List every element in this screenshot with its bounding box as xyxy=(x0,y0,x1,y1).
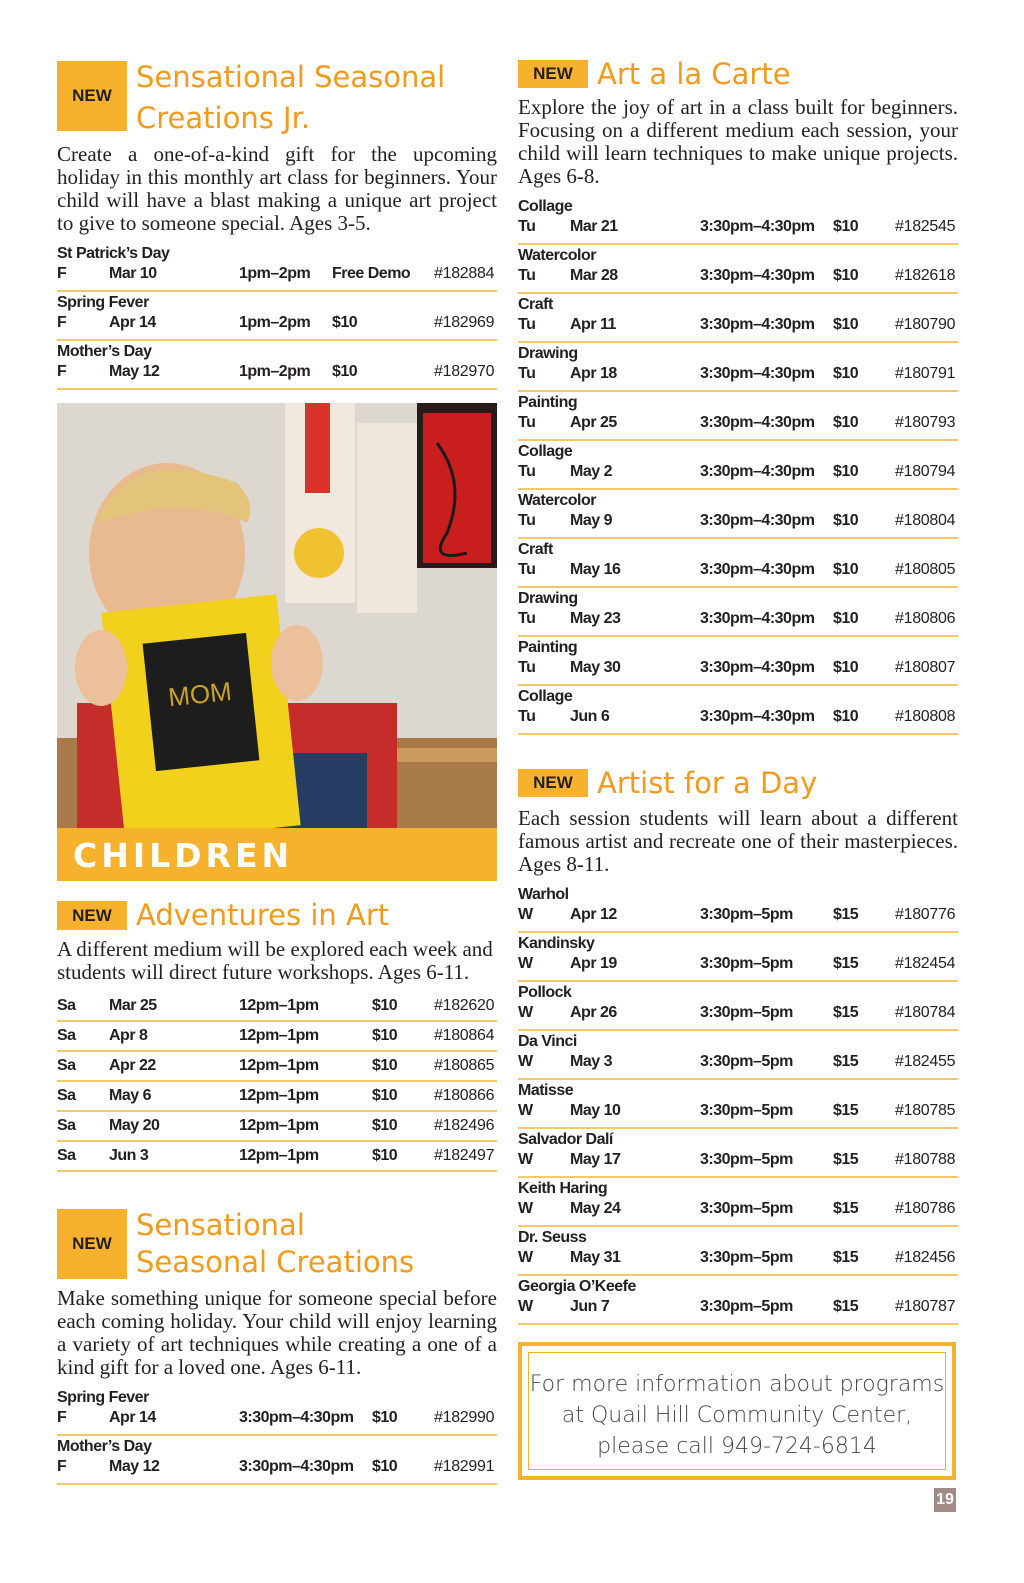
session-code: #182969 xyxy=(434,314,495,331)
session-time: 12pm–1pm xyxy=(239,1057,319,1074)
course-title-line-1: Sensational xyxy=(136,1208,305,1242)
schedule-row xyxy=(518,343,958,392)
session-day: W xyxy=(518,906,533,923)
more-info-line-2: at Quail Hill Community Center, xyxy=(561,1403,913,1428)
schedule-row xyxy=(518,392,958,441)
session-date: May 3 xyxy=(570,1053,612,1070)
section-sensational-seasonal xyxy=(57,1207,497,1485)
session-code: #180805 xyxy=(895,561,956,578)
schedule-row xyxy=(518,539,958,588)
session-price: $10 xyxy=(833,708,859,725)
session-date: May 31 xyxy=(570,1249,621,1266)
session-name: Keith Haring xyxy=(518,1180,608,1197)
schedule-table xyxy=(57,1387,497,1485)
session-name: St Patrick’s Day xyxy=(57,245,170,262)
schedule-row xyxy=(57,1436,497,1485)
session-date: May 9 xyxy=(570,512,612,529)
session-details xyxy=(518,1150,958,1172)
session-details xyxy=(518,511,958,533)
session-details xyxy=(518,609,958,631)
session-price: $10 xyxy=(372,1087,398,1104)
session-date: Mar 25 xyxy=(109,997,157,1014)
session-details xyxy=(518,1199,958,1221)
session-code: #182618 xyxy=(895,267,956,284)
session-name: Drawing xyxy=(518,345,578,362)
session-details xyxy=(57,313,497,335)
schedule-row xyxy=(518,1080,958,1129)
children-banner xyxy=(57,828,497,881)
session-code: #182990 xyxy=(434,1409,495,1426)
session-time: 3:30pm–5pm xyxy=(700,1298,793,1315)
session-name: Painting xyxy=(518,639,578,656)
more-info-text xyxy=(528,1352,946,1470)
session-details xyxy=(518,954,958,976)
course-header xyxy=(57,1207,497,1281)
session-details xyxy=(518,217,958,239)
session-time: 3:30pm–4:30pm xyxy=(700,561,815,578)
session-price: $10 xyxy=(833,463,859,480)
session-date: Apr 18 xyxy=(570,365,617,382)
session-name: Mother’s Day xyxy=(57,1438,152,1455)
session-details xyxy=(57,362,497,384)
session-code: #180776 xyxy=(895,906,956,923)
new-badge: NEW xyxy=(518,769,588,797)
artwork-card-text: MOM xyxy=(166,675,234,713)
session-name: Drawing xyxy=(518,590,578,607)
session-price: $10 xyxy=(372,1057,398,1074)
schedule-row xyxy=(518,588,958,637)
session-details xyxy=(518,1297,958,1319)
session-details xyxy=(518,462,958,484)
session-day: W xyxy=(518,1151,533,1168)
session-day: W xyxy=(518,1298,533,1315)
section-artist-for-a-day xyxy=(518,767,958,1325)
session-code: #180864 xyxy=(434,1027,495,1044)
session-day: Tu xyxy=(518,316,536,333)
session-time: 3:30pm–4:30pm xyxy=(700,512,815,529)
session-time: 3:30pm–4:30pm xyxy=(700,267,815,284)
children-banner-label: CHILDREN xyxy=(73,836,294,875)
session-price: $10 xyxy=(372,1458,398,1475)
session-day: W xyxy=(518,1053,533,1070)
session-date: Apr 22 xyxy=(109,1057,156,1074)
session-details xyxy=(518,315,958,337)
schedule-table xyxy=(518,196,958,735)
session-code: #182970 xyxy=(434,363,495,380)
session-date: Apr 11 xyxy=(570,316,616,333)
session-name: Spring Fever xyxy=(57,294,149,311)
course-title: Adventures in Art xyxy=(136,898,390,932)
schedule-table xyxy=(57,243,497,390)
session-name: Collage xyxy=(518,198,573,215)
session-details xyxy=(57,996,497,1018)
session-code: #180866 xyxy=(434,1087,495,1104)
more-info-box xyxy=(518,1342,956,1480)
session-time: 3:30pm–5pm xyxy=(700,1053,793,1070)
session-price: $10 xyxy=(332,314,358,331)
schedule-row xyxy=(518,196,958,245)
session-time: 3:30pm–5pm xyxy=(700,906,793,923)
course-title: Art a la Carte xyxy=(597,57,791,91)
session-name: Georgia O’Keefe xyxy=(518,1278,636,1295)
session-price: $10 xyxy=(833,218,859,235)
course-description: A different medium will be explored each week and students will direct future workshops. Ages 6-11. xyxy=(57,937,493,984)
session-code: #180807 xyxy=(895,659,956,676)
course-header xyxy=(518,58,958,90)
session-details xyxy=(518,1052,958,1074)
session-day: W xyxy=(518,1200,533,1217)
session-day: Sa xyxy=(57,1027,76,1044)
session-code: #180787 xyxy=(895,1298,956,1315)
schedule-row xyxy=(57,992,497,1022)
schedule-row xyxy=(57,1082,497,1112)
session-name: Dr. Seuss xyxy=(518,1229,587,1246)
session-time: 12pm–1pm xyxy=(239,1087,319,1104)
session-name: Spring Fever xyxy=(57,1389,149,1406)
session-price: $10 xyxy=(833,659,859,676)
session-day: Tu xyxy=(518,365,536,382)
session-details xyxy=(518,658,958,680)
schedule-row xyxy=(57,243,497,292)
session-price: $10 xyxy=(372,1409,398,1426)
session-day: F xyxy=(57,1458,67,1475)
course-header xyxy=(57,57,497,139)
session-details xyxy=(518,266,958,288)
schedule-row xyxy=(57,1052,497,1082)
session-date: Mar 21 xyxy=(570,218,618,235)
session-time: 12pm–1pm xyxy=(239,1117,319,1134)
session-details xyxy=(57,264,497,286)
course-description: Create a one-of-a-kind gift for the upcoming holiday in this monthly art class for beginners. Your child will have a blast making a unique art project to give to someone special. Ages 3-5. xyxy=(57,142,497,235)
session-code: #182545 xyxy=(895,218,956,235)
session-day: W xyxy=(518,1004,533,1021)
session-time: 12pm–1pm xyxy=(239,997,319,1014)
session-day: Tu xyxy=(518,218,536,235)
schedule-row xyxy=(518,490,958,539)
session-name: Mother’s Day xyxy=(57,343,152,360)
session-time: 3:30pm–4:30pm xyxy=(700,414,815,431)
session-code: #180784 xyxy=(895,1004,956,1021)
session-date: May 16 xyxy=(570,561,621,578)
session-day: Tu xyxy=(518,708,536,725)
session-price: $10 xyxy=(833,316,859,333)
session-code: #180794 xyxy=(895,463,956,480)
schedule-row xyxy=(518,1227,958,1276)
schedule-row xyxy=(518,982,958,1031)
session-details xyxy=(518,707,958,729)
schedule-row xyxy=(518,441,958,490)
course-title-line-1: Sensational Seasonal xyxy=(136,60,446,94)
new-badge: NEW xyxy=(518,60,588,88)
session-price: $15 xyxy=(833,1151,859,1168)
session-code: #182991 xyxy=(434,1458,495,1475)
session-date: May 10 xyxy=(570,1102,621,1119)
session-time: 3:30pm–4:30pm xyxy=(700,463,815,480)
schedule-row xyxy=(57,292,497,341)
session-code: #180790 xyxy=(895,316,956,333)
section-sensational-jr xyxy=(57,57,497,390)
session-name: Watercolor xyxy=(518,247,596,264)
session-time: 1pm–2pm xyxy=(239,265,311,282)
session-code: #180791 xyxy=(895,365,956,382)
course-header xyxy=(57,898,497,932)
session-code: #180806 xyxy=(895,610,956,627)
session-price: $10 xyxy=(833,365,859,382)
schedule-row xyxy=(518,245,958,294)
session-code: #182456 xyxy=(895,1249,956,1266)
session-date: Apr 14 xyxy=(109,1409,156,1426)
session-day: Tu xyxy=(518,512,536,529)
session-time: 3:30pm–4:30pm xyxy=(700,610,815,627)
session-name: Painting xyxy=(518,394,578,411)
session-date: May 20 xyxy=(109,1117,160,1134)
schedule-row xyxy=(518,686,958,735)
more-info-line-1: For more information about programs xyxy=(529,1372,945,1397)
session-date: May 6 xyxy=(109,1087,151,1104)
session-time: 3:30pm–5pm xyxy=(700,1004,793,1021)
session-price: $10 xyxy=(372,1117,398,1134)
session-name: Salvador Dalí xyxy=(518,1131,613,1148)
schedule-row xyxy=(57,1112,497,1142)
session-price: $15 xyxy=(833,1053,859,1070)
session-time: 3:30pm–5pm xyxy=(700,1102,793,1119)
session-details xyxy=(518,1248,958,1270)
course-title xyxy=(127,1207,414,1281)
schedule-row xyxy=(57,1022,497,1052)
session-date: May 24 xyxy=(570,1200,621,1217)
session-code: #182497 xyxy=(434,1147,495,1164)
schedule-row xyxy=(57,1142,497,1172)
session-price: $15 xyxy=(833,1102,859,1119)
session-day: W xyxy=(518,1249,533,1266)
session-name: Watercolor xyxy=(518,492,596,509)
session-time: 1pm–2pm xyxy=(239,314,311,331)
session-day: Tu xyxy=(518,267,536,284)
schedule-table xyxy=(518,884,958,1325)
session-price: $10 xyxy=(833,267,859,284)
schedule-row xyxy=(518,1178,958,1227)
session-date: May 2 xyxy=(570,463,612,480)
session-name: Craft xyxy=(518,296,553,313)
session-date: Jun 3 xyxy=(109,1147,149,1164)
session-name: Matisse xyxy=(518,1082,574,1099)
session-details xyxy=(57,1086,497,1108)
session-code: #180804 xyxy=(895,512,956,529)
session-name: Craft xyxy=(518,541,553,558)
session-code: #180865 xyxy=(434,1057,495,1074)
course-description: Each session students will learn about a different famous artist and recreate one of their masterpieces. Ages 8-11. xyxy=(518,806,958,876)
session-time: 1pm–2pm xyxy=(239,363,311,380)
session-date: Apr 12 xyxy=(570,906,617,923)
course-description: Make something unique for someone special before each coming holiday. Your child will enjoy learning a variety of art techniques while creating a one of a kind gift for a loved one. Ages 6-11. xyxy=(57,1286,497,1379)
schedule-row xyxy=(518,884,958,933)
session-details xyxy=(518,364,958,386)
session-price: $10 xyxy=(833,512,859,529)
session-day: Tu xyxy=(518,610,536,627)
session-name: Pollock xyxy=(518,984,572,1001)
section-art-a-la-carte xyxy=(518,58,958,735)
session-price: $10 xyxy=(372,1147,398,1164)
session-details xyxy=(518,1101,958,1123)
course-description: Explore the joy of art in a class built for beginners. Focusing on a different medium each session, your child will learn techniques to make unique projects. Ages 6-8. xyxy=(518,95,958,188)
session-details xyxy=(57,1056,497,1078)
schedule-row xyxy=(518,294,958,343)
session-date: Jun 7 xyxy=(570,1298,610,1315)
new-badge: NEW xyxy=(57,901,127,930)
session-day: Sa xyxy=(57,997,76,1014)
course-title: Artist for a Day xyxy=(597,766,818,800)
more-info-line-3: please call 949-724-6814 xyxy=(597,1434,877,1459)
session-day: Sa xyxy=(57,1057,76,1074)
session-code: #180786 xyxy=(895,1200,956,1217)
session-code: #180808 xyxy=(895,708,956,725)
session-code: #180785 xyxy=(895,1102,956,1119)
session-name: Warhol xyxy=(518,886,569,903)
session-date: May 12 xyxy=(109,363,160,380)
session-day: Sa xyxy=(57,1147,76,1164)
session-time: 3:30pm–4:30pm xyxy=(700,365,815,382)
session-code: #182455 xyxy=(895,1053,956,1070)
session-time: 3:30pm–4:30pm xyxy=(700,659,815,676)
session-time: 12pm–1pm xyxy=(239,1027,319,1044)
child-artwork-photo xyxy=(57,403,497,828)
session-price: Free Demo xyxy=(332,265,411,282)
new-badge: NEW xyxy=(57,61,127,131)
session-date: Apr 8 xyxy=(109,1027,148,1044)
session-price: $15 xyxy=(833,906,859,923)
session-date: May 23 xyxy=(570,610,621,627)
section-adventures-in-art xyxy=(57,898,497,1172)
session-date: Mar 10 xyxy=(109,265,157,282)
session-code: #182496 xyxy=(434,1117,495,1134)
session-name: Da Vinci xyxy=(518,1033,577,1050)
session-day: F xyxy=(57,265,67,282)
session-date: Mar 28 xyxy=(570,267,618,284)
session-code: #182884 xyxy=(434,265,495,282)
session-code: #180788 xyxy=(895,1151,956,1168)
session-day: Tu xyxy=(518,463,536,480)
session-date: Apr 26 xyxy=(570,1004,617,1021)
session-details xyxy=(57,1408,497,1430)
session-details xyxy=(518,413,958,435)
session-code: #182454 xyxy=(895,955,956,972)
new-badge: NEW xyxy=(57,1209,127,1279)
session-price: $15 xyxy=(833,955,859,972)
session-code: #180793 xyxy=(895,414,956,431)
course-title-line-2: Creations Jr. xyxy=(136,101,311,135)
session-price: $10 xyxy=(372,1027,398,1044)
session-time: 3:30pm–4:30pm xyxy=(700,708,815,725)
session-price: $10 xyxy=(332,363,358,380)
course-title-line-2: Seasonal Creations xyxy=(136,1245,415,1279)
schedule-table xyxy=(57,992,497,1172)
session-details xyxy=(518,560,958,582)
session-name: Kandinsky xyxy=(518,935,595,952)
session-time: 12pm–1pm xyxy=(239,1147,319,1164)
session-details xyxy=(57,1116,497,1138)
session-details xyxy=(518,1003,958,1025)
session-price: $10 xyxy=(372,997,398,1014)
session-time: 3:30pm–5pm xyxy=(700,1151,793,1168)
schedule-row xyxy=(518,1129,958,1178)
session-day: F xyxy=(57,1409,67,1426)
session-day: Sa xyxy=(57,1117,76,1134)
session-time: 3:30pm–5pm xyxy=(700,1249,793,1266)
schedule-row xyxy=(518,637,958,686)
session-time: 3:30pm–5pm xyxy=(700,1200,793,1217)
session-time: 3:30pm–4:30pm xyxy=(239,1458,354,1475)
session-price: $15 xyxy=(833,1298,859,1315)
session-details xyxy=(57,1457,497,1479)
session-date: May 30 xyxy=(570,659,621,676)
course-title xyxy=(127,57,445,139)
session-date: May 12 xyxy=(109,1458,160,1475)
session-day: Sa xyxy=(57,1087,76,1104)
schedule-row xyxy=(518,933,958,982)
session-name: Collage xyxy=(518,443,573,460)
session-price: $10 xyxy=(833,561,859,578)
session-price: $15 xyxy=(833,1200,859,1217)
schedule-row xyxy=(57,341,497,390)
session-price: $15 xyxy=(833,1249,859,1266)
session-date: Apr 25 xyxy=(570,414,617,431)
session-details xyxy=(57,1026,497,1048)
session-day: Tu xyxy=(518,414,536,431)
session-time: 3:30pm–4:30pm xyxy=(700,218,815,235)
session-date: Apr 14 xyxy=(109,314,156,331)
page-number: 19 xyxy=(934,1488,956,1512)
session-details xyxy=(518,905,958,927)
session-time: 3:30pm–4:30pm xyxy=(239,1409,354,1426)
schedule-row xyxy=(57,1387,497,1436)
child-holding-artwork-icon xyxy=(57,403,497,828)
schedule-row xyxy=(518,1276,958,1325)
schedule-row xyxy=(518,1031,958,1080)
session-day: F xyxy=(57,314,67,331)
session-time: 3:30pm–4:30pm xyxy=(700,316,815,333)
session-date: May 17 xyxy=(570,1151,621,1168)
session-day: W xyxy=(518,1102,533,1119)
session-price: $10 xyxy=(833,414,859,431)
course-header xyxy=(518,767,958,799)
session-date: Apr 19 xyxy=(570,955,617,972)
session-price: $15 xyxy=(833,1004,859,1021)
session-code: #182620 xyxy=(434,997,495,1014)
session-day: Tu xyxy=(518,659,536,676)
session-time: 3:30pm–5pm xyxy=(700,955,793,972)
session-name: Collage xyxy=(518,688,573,705)
session-day: F xyxy=(57,363,67,380)
session-details xyxy=(57,1146,497,1168)
session-day: Tu xyxy=(518,561,536,578)
session-price: $10 xyxy=(833,610,859,627)
session-date: Jun 6 xyxy=(570,708,610,725)
session-day: W xyxy=(518,955,533,972)
